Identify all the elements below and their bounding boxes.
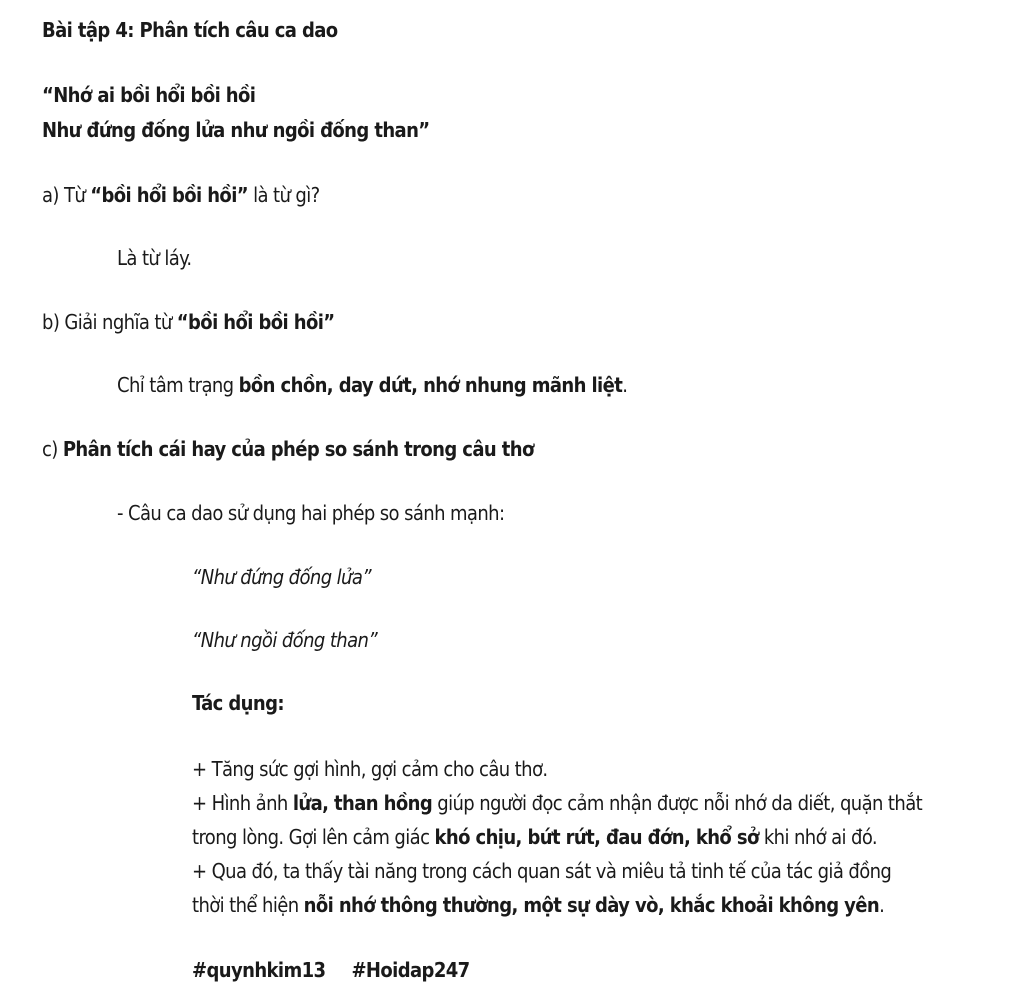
effect-line-2-bold: lửa, than hồng xyxy=(292,791,433,815)
answer-b-pre: Chỉ tâm trạng xyxy=(117,373,239,397)
question-b-term: “bồi hổi bồi hồi” xyxy=(176,310,335,334)
question-a-rest: là từ gì? xyxy=(248,183,320,207)
comparison-intro: - Câu ca dao sử dụng hai phép so sánh mạnh: xyxy=(117,501,505,525)
effect-line-3 xyxy=(192,820,992,854)
exercise-title: Bài tập 4: Phân tích câu ca dao xyxy=(42,18,338,42)
effect-line-5 xyxy=(192,888,992,922)
question-a xyxy=(42,183,320,207)
effect-line-5-pre: thời thể hiện xyxy=(192,893,304,917)
effect-line-1: + Tăng sức gợi hình, gợi cảm cho câu thơ. xyxy=(192,757,548,781)
effect-line-2-post: giúp người đọc cảm nhận được nỗi nhớ da diết, quặn thắt xyxy=(432,791,923,815)
effect-line-2-pre: + Hình ảnh xyxy=(192,791,293,815)
comparison-1: “Như đứng đống lửa” xyxy=(192,565,372,589)
effect-title: Tác dụng: xyxy=(192,691,284,715)
comparison-2: “Như ngồi đống than” xyxy=(192,628,378,652)
effect-line-3-bold: khó chịu, bứt rứt, đau đớn, khổ sở xyxy=(434,825,759,849)
effect-line-3-pre: trong lòng. Gợi lên cảm giác xyxy=(192,825,435,849)
question-a-label: a) Từ xyxy=(42,183,91,207)
question-a-term: “bồi hổi bồi hồi” xyxy=(90,183,248,207)
answer-b xyxy=(117,373,627,397)
effect-line-4: + Qua đó, ta thấy tài năng trong cách quan sát và miêu tả tinh tế của tác giả đồng xyxy=(192,859,892,883)
answer-b-bold: bồn chồn, day dứt, nhớ nhung mãnh liệt xyxy=(238,373,623,397)
question-c-title: Phân tích cái hay của phép so sánh trong câu thơ xyxy=(62,437,534,461)
hashtags xyxy=(192,958,496,982)
question-c xyxy=(42,437,534,461)
answer-a: Là từ láy. xyxy=(117,246,192,270)
question-c-label: c) xyxy=(42,437,63,461)
hashtag-1: #quynhkim13 xyxy=(192,958,326,982)
effect-line-5-bold: nỗi nhớ thông thường, một sự dày vò, khắc khoải không yên xyxy=(303,893,880,917)
answer-b-post: . xyxy=(622,373,628,397)
poem-line-1: “Nhớ ai bồi hổi bồi hồi xyxy=(42,83,256,107)
effect-line-5-post: . xyxy=(879,893,885,917)
question-b-label: b) Giải nghĩa từ xyxy=(42,310,177,334)
effect-line-3-post: khi nhớ ai đó. xyxy=(758,825,878,849)
poem-line-2: Như đứng đống lửa như ngồi đống than” xyxy=(42,118,430,142)
effect-line-2 xyxy=(192,786,992,820)
hashtag-2: #Hoidap247 xyxy=(351,958,470,982)
question-b xyxy=(42,310,335,334)
effect-paragraph xyxy=(192,752,992,922)
